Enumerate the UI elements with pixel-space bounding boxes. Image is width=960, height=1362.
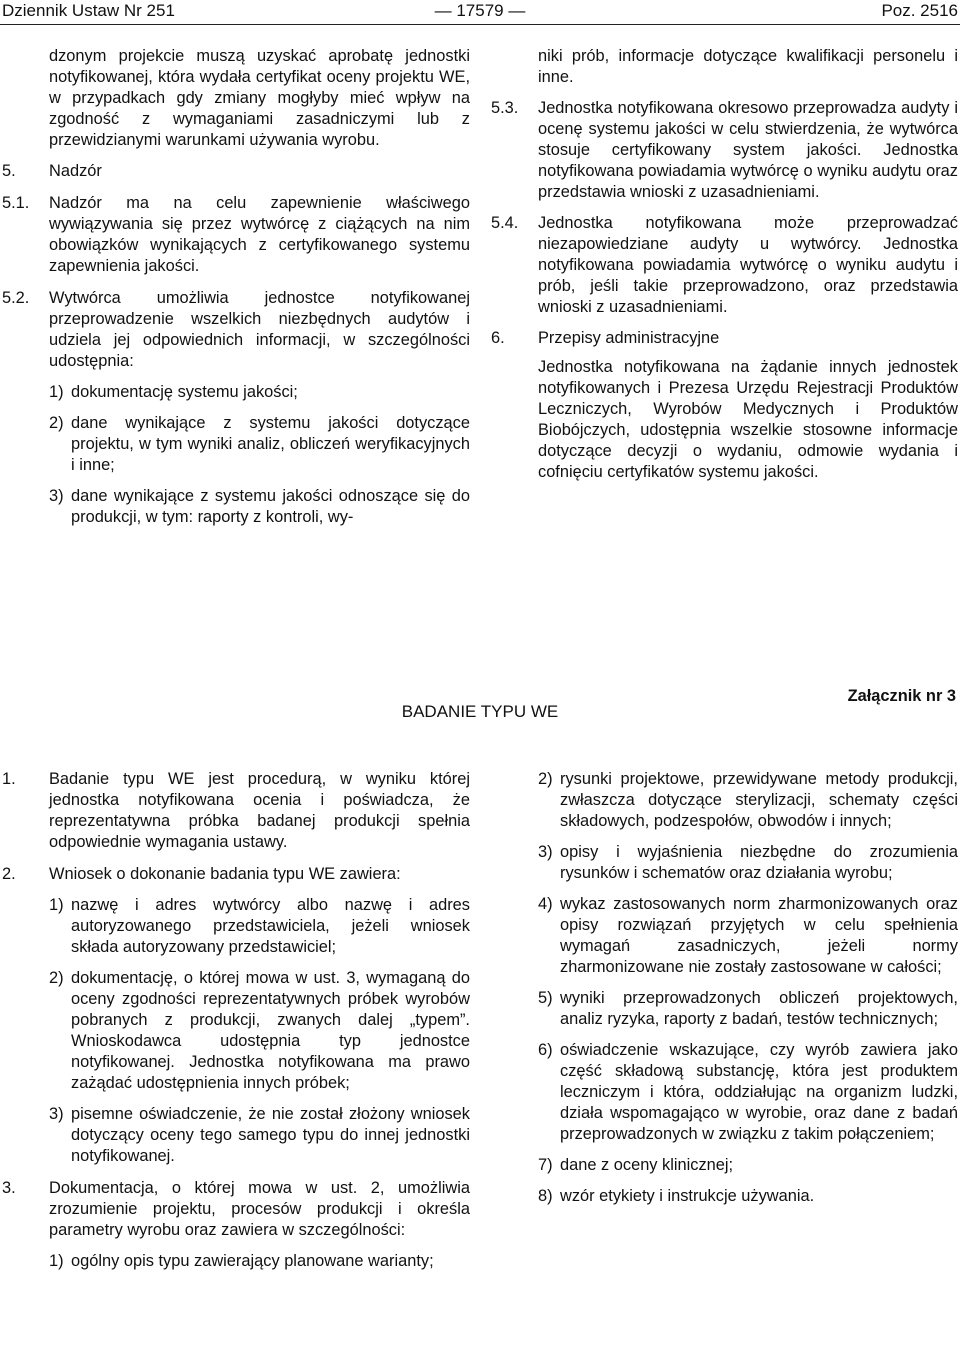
list-item [538, 1040, 958, 1145]
section-5-3 [491, 98, 958, 203]
list-text: ogólny opis typu zawierający planowane warianty; [71, 1252, 434, 1270]
position-number: Poz. 2516 [881, 1, 958, 20]
list-text: oświadczenie wskazujące, czy wyrób zawiera jako część składową substancję, która jest produktem leczniczym i która, oddziałując na organizm ludzki, działa wspomagająco w wyrobie, oraz dane z badań przeprowadzonych w związku z takim połączeniem; [560, 1041, 958, 1143]
list-number: 6) [538, 1041, 553, 1059]
list-number: 3) [538, 843, 553, 861]
section-5-2 [2, 288, 470, 528]
paragraph-text: Badanie typu WE jest procedurą, w wyniku której jednostka notyfikowana ocenia i poświadcza, że reprezentatywna próbka badanej produkcji spełnia odpowiednie wymagania ustawy. [49, 770, 470, 851]
section-5-1 [2, 193, 470, 277]
section-text: Jednostka notyfikowana może przeprowadzać niezapowiedziane audyty u wytwórcy. Jednostka notyfikowana powiadamia wytwórcę o wyniku audytu i prób, jeśli takie przeprowadzono, oraz przedstawia wnioski z uzasadnieniami. [538, 214, 958, 316]
paragraph-3 [2, 1178, 470, 1272]
section-title: Przepisy administracyjne [538, 329, 720, 347]
list-number: 5) [538, 989, 553, 1007]
section-text: Jednostka notyfikowana okresowo przeprowadza audyty i ocenę systemu jakości w celu stwierdzenia, że wytwórca stosuje certyfikowany system jakości. Jednostka notyfikowana powiadamia wytwórcę o wyniku audytu oraz przedstawia wnioski z uzasadnieniami. [538, 99, 958, 201]
list-number: 3) [49, 487, 64, 505]
header-rule [0, 24, 960, 25]
list-item [538, 1186, 958, 1207]
list-item [538, 769, 958, 832]
list-item [49, 486, 470, 528]
section-text: Wytwórca umożliwia jednostce notyfikowanej przeprowadzenie wszelkich niezbędnych audytów i udziela jej odpowiednich informacji, w szczególności udostępnia: [49, 289, 470, 370]
bottom-left-column [2, 769, 470, 1272]
list-number: 1) [49, 896, 64, 914]
list-number: 3) [49, 1105, 64, 1123]
list-number: 7) [538, 1156, 553, 1174]
page-header [0, 0, 960, 26]
page-number: — 17579 — [434, 1, 526, 20]
section-text: Nadzór ma na celu zapewnienie właściwego wywiązywania się przez wytwórcę z ciążących na nim obowiązków wynikających z certyfikowanego systemu zapewnienia jakości. [49, 194, 470, 275]
list-text: wyniki przeprowadzonych obliczeń projektowych, analiz ryzyka, raporty z badań, testów technicznych; [560, 989, 958, 1028]
list-item [49, 382, 470, 403]
list-text: opisy i wyjaśnienia niezbędne do zrozumienia rysunków i schematów oraz działania wyrobu; [560, 843, 958, 882]
continuation-text: dzonym projekcie muszą uzyskać aprobatę jednostki notyfikowanej, która wydała certyfikat oceny projektu WE, w przypadkach gdy zmiany mogłyby mieć wpływ na zgodność z wymaganiami zasadniczymi lub z przewidzianymi warunkami używania wyrobu. [49, 47, 470, 149]
list-text: dane wynikające z systemu jakości odnoszące się do produkcji, w tym: raporty z kontroli, wy- [71, 487, 470, 526]
annex-title: BADANIE TYPU WE [401, 702, 559, 721]
list-text: dane z oceny klinicznej; [560, 1156, 734, 1174]
list-item [538, 988, 958, 1030]
list-item [49, 1251, 470, 1272]
section-6-heading [491, 328, 958, 349]
list-number: 2) [538, 770, 553, 788]
list-text: pisemne oświadczenie, że nie został złożony wniosek dotyczący oceny tego samego typu do innej jednostki notyfikowanej. [71, 1105, 470, 1165]
list-number: 1) [49, 383, 64, 401]
paragraph-number: 3. [2, 1179, 16, 1197]
list-number: 2) [49, 414, 64, 432]
paragraph-number: 1. [2, 770, 16, 788]
section-6-text: Jednostka notyfikowana na żądanie innych jednostek notyfikowanych i Prezesa Urzędu Rejestracji Produktów Leczniczych, Wyrobów Medycznych i Produktów Biobójczych, udostępnia wszelkie stosowne informacje dotyczące decyzji o wydaniu, odmowie wydania i cofnięciu certyfikatów systemu jakości. [538, 358, 958, 481]
bottom-right-column [538, 769, 958, 1207]
list-number: 8) [538, 1187, 553, 1205]
section-5-4 [491, 213, 958, 318]
list-text: dane wynikające z systemu jakości dotyczące projektu, w tym wyniki analiz, obliczeń weryfikacyjnych i inne; [71, 414, 470, 474]
list-item [538, 894, 958, 978]
section-number: 5.1. [2, 194, 30, 212]
section-number: 5.3. [491, 99, 519, 117]
section-5-heading [2, 161, 470, 182]
list-number: 2) [49, 969, 64, 987]
section-number: 6. [491, 329, 505, 347]
list-item [538, 842, 958, 884]
top-right-column [491, 46, 958, 483]
list-text: wzór etykiety i instrukcje używania. [560, 1187, 815, 1205]
paragraph-text: Wniosek o dokonanie badania typu WE zawiera: [49, 865, 401, 883]
list-item [538, 1155, 958, 1176]
list-text: dokumentację, o której mowa w ust. 3, wymaganą do oceny zgodności reprezentatywnych próbek wyrobów pobranych z produkcji, zwanych dalej „typem”. Wnioskodawca udostępnia typ jednostce notyfikowanej. Jednostka notyfikowana ma prawo zażądać udostępnienia innych próbek; [71, 969, 470, 1092]
list-item [49, 413, 470, 476]
section-number: 5. [2, 162, 16, 180]
list-item [49, 1104, 470, 1167]
list-item [49, 968, 470, 1094]
section-number: 5.2. [2, 289, 30, 307]
section-title: Nadzór [49, 162, 102, 180]
paragraph-number: 2. [2, 865, 16, 883]
list-text: dokumentację systemu jakości; [71, 383, 298, 401]
section-number: 5.4. [491, 214, 519, 232]
top-left-column [2, 46, 470, 528]
list-number: 4) [538, 895, 553, 913]
list-text: wykaz zastosowanych norm zharmonizowanych oraz opisy rozwiązań przyjętych w celu spełnienia wymagań zasadniczych, jeżeli normy zharmonizowane nie zostały zastosowane w całości; [560, 895, 958, 976]
journal-title: Dziennik Ustaw Nr 251 [2, 1, 175, 20]
list-number: 1) [49, 1252, 64, 1270]
continuation-text: niki prób, informacje dotyczące kwalifikacji personelu i inne. [538, 47, 958, 86]
paragraph-1 [2, 769, 470, 853]
paragraph-2 [2, 864, 470, 1167]
list-text: nazwę i adres wytwórcy albo nazwę i adres autoryzowanego przedstawiciela, jeżeli wniosek składa autoryzowany przedstawiciel; [71, 896, 470, 956]
list-item [49, 895, 470, 958]
list-text: rysunki projektowe, przewidywane metody produkcji, zwłaszcza dotyczące sterylizacji, schematy części składowych, podzespołów, obwodów i innych; [560, 770, 958, 830]
paragraph-text: Dokumentacja, o której mowa w ust. 2, umożliwia zrozumienie projektu, procesów produkcji i określa parametry wyrobu oraz zawiera w szczególności: [49, 1179, 470, 1239]
annex-label: Załącznik nr 3 [847, 687, 956, 705]
